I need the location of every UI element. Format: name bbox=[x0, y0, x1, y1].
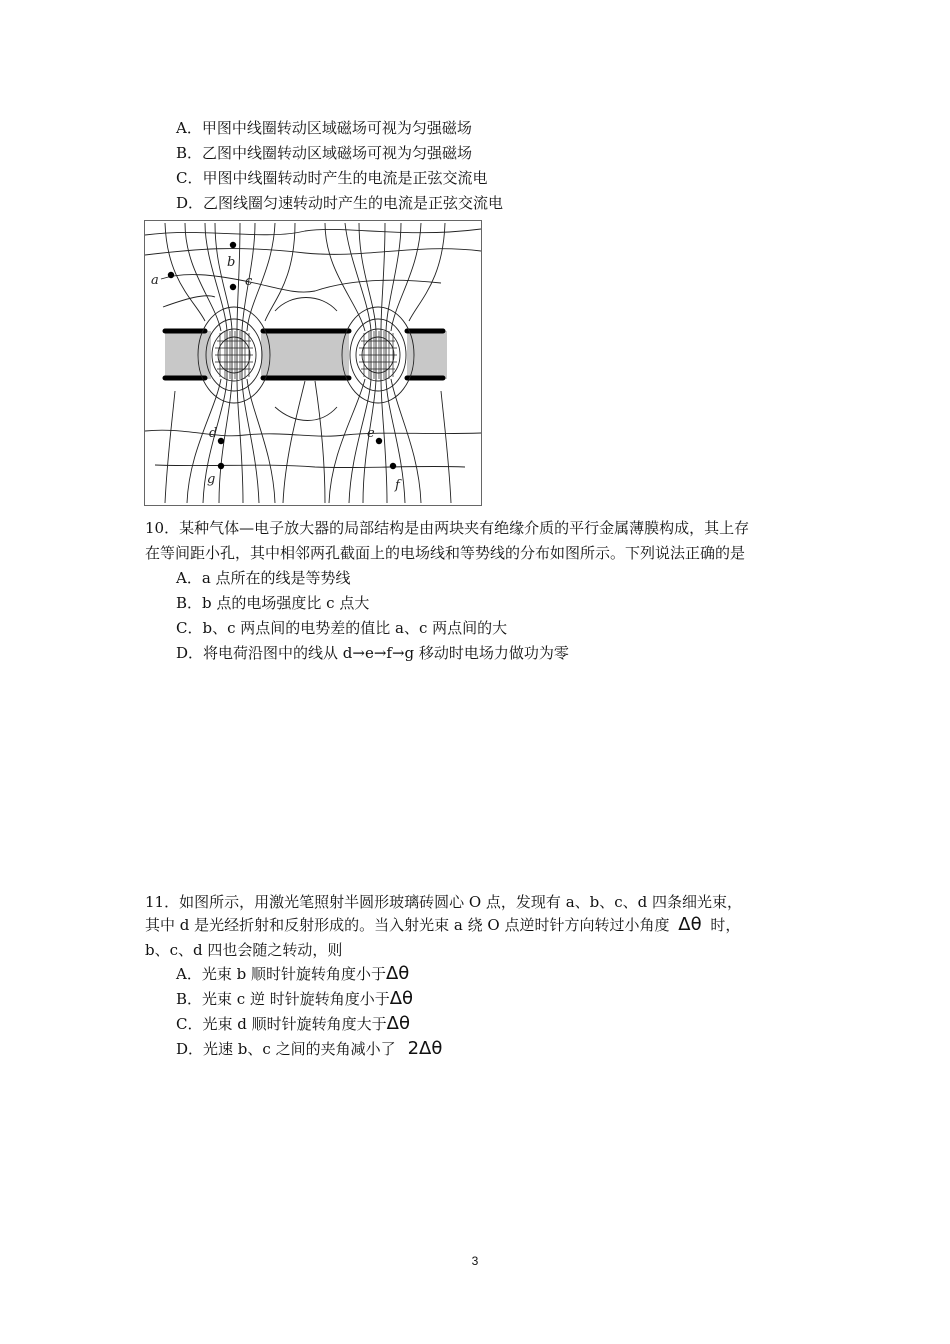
point-a bbox=[168, 272, 174, 278]
insulator-middle bbox=[261, 331, 349, 379]
q11-stem-line-1: 11．如图所示，用激光笔照射半圆形玻璃砖圆心 O 点，发现有 a、b、c、d 四条细光束， bbox=[145, 893, 743, 911]
q9-option-d: D．乙图线圈匀速转动时产生的电流是正弦交流电 bbox=[176, 194, 504, 212]
label-b: b bbox=[227, 255, 236, 270]
label-a: a bbox=[151, 273, 159, 288]
q11-stem-line-2-text: 其中 d 是光经折射和反射形成的。当入射光束 a 绕 O 点逆时针方向转过小角度 bbox=[145, 916, 670, 934]
label-f: f bbox=[395, 478, 400, 493]
q11-option-b-text: B．光束 c 逆 时针旋转角度小于 bbox=[176, 990, 390, 1008]
insulator-right bbox=[407, 331, 447, 379]
label-g: g bbox=[207, 472, 216, 487]
q11-option-d-text: D．光速 b、c 之间的夹角减小了 bbox=[176, 1040, 396, 1058]
point-c bbox=[230, 284, 236, 290]
q11-option-b-math: Δθ bbox=[389, 988, 414, 1009]
q11-option-c-text: C．光束 d 顺时针旋转角度大于 bbox=[176, 1015, 387, 1033]
point-g bbox=[218, 463, 224, 469]
point-e bbox=[376, 438, 382, 444]
q11-stem-line-2 bbox=[145, 915, 740, 935]
q11-stem-line-3: b、c、d 四也会随之转动，则 bbox=[145, 941, 343, 959]
q11-option-a bbox=[176, 964, 409, 984]
label-d: d bbox=[209, 426, 218, 441]
point-b bbox=[230, 242, 236, 248]
label-e: e bbox=[367, 426, 375, 441]
q11-option-d-math: 2Δθ bbox=[407, 1038, 443, 1059]
q10-option-c: C．b、c 两点间的电势差的值比 a、c 两点间的大 bbox=[176, 619, 508, 637]
q10-option-a: A．a 点所在的线是等势线 bbox=[176, 569, 351, 587]
q11-option-d bbox=[176, 1039, 442, 1059]
q11-option-c bbox=[176, 1014, 410, 1034]
q11-option-a-math: Δθ bbox=[385, 963, 410, 984]
q10-option-d: D．将电荷沿图中的线从 d→e→f→g 移动时电场力做功为零 bbox=[176, 644, 569, 662]
field-lines-diagram bbox=[145, 221, 481, 505]
point-d bbox=[218, 438, 224, 444]
delta-theta-symbol: Δθ bbox=[678, 914, 702, 935]
q11-stem-line-2-end: 时， bbox=[710, 916, 741, 934]
q9-option-a: A．甲图中线圈转动区域磁场可视为匀强磁场 bbox=[176, 119, 472, 137]
q10-stem-line-1: 10．某种气体—电子放大器的局部结构是由两块夹有绝缘介质的平行金属薄膜构成，其上存 bbox=[145, 519, 750, 537]
q9-option-c: C．甲图中线圈转动时产生的电流是正弦交流电 bbox=[176, 169, 488, 187]
q10-stem-line-2: 在等间距小孔，其中相邻两孔截面上的电场线和等势线的分布如图所示。下列说法正确的是 bbox=[145, 544, 746, 562]
label-c: c bbox=[245, 274, 253, 289]
electric-field-figure bbox=[144, 220, 482, 506]
q11-option-a-text: A．光束 b 顺时针旋转角度小于 bbox=[176, 965, 386, 983]
q9-option-b: B．乙图中线圈转动区域磁场可视为匀强磁场 bbox=[176, 144, 473, 162]
q10-option-b: B．b 点的电场强度比 c 点大 bbox=[176, 594, 370, 612]
point-f bbox=[390, 463, 396, 469]
q11-option-c-math: Δθ bbox=[386, 1013, 410, 1034]
page-number: 3 bbox=[471, 1254, 479, 1268]
q11-option-b bbox=[176, 989, 413, 1009]
insulator-left bbox=[165, 331, 211, 379]
